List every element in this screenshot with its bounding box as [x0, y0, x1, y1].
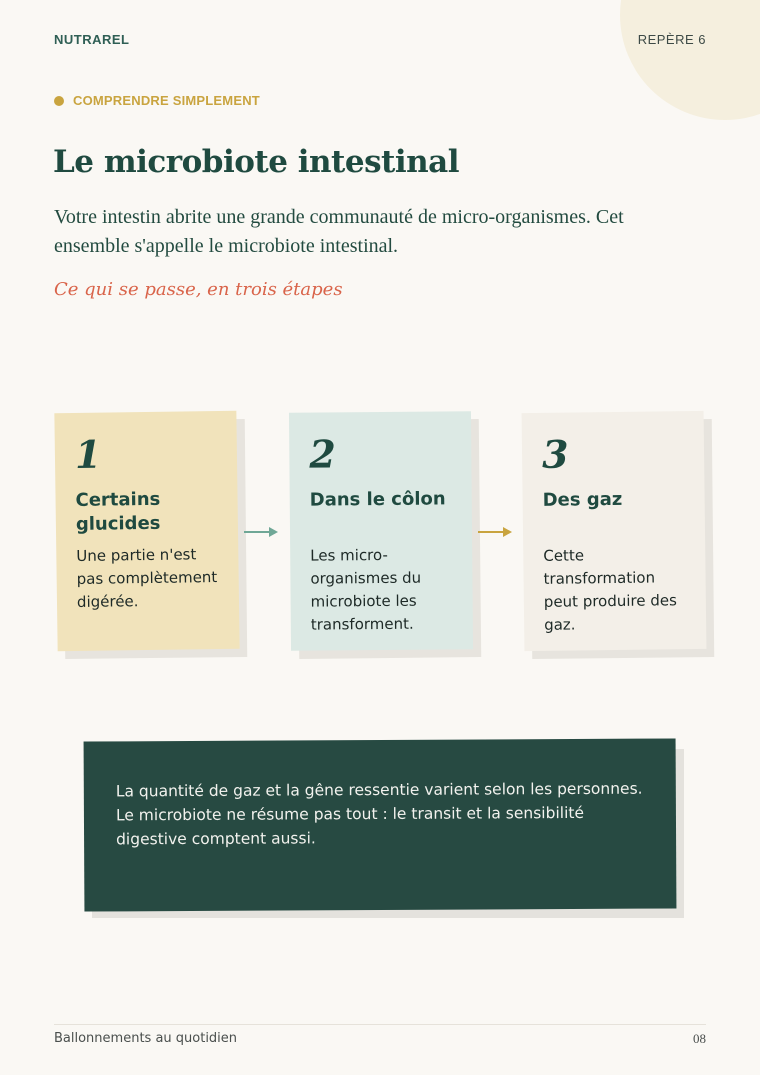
- intro-paragraph: Votre intestin abrite une grande communauté de micro-organismes. Cet ensemble s'appelle le microbiote intestinal.: [54, 206, 624, 257]
- step-text: Une partie n'est pas complètement digérée.: [76, 545, 218, 611]
- card-face: [54, 411, 239, 652]
- footer-divider: [54, 1024, 706, 1025]
- section-marker: REPÈRE 6: [637, 32, 706, 47]
- step-number: 3: [541, 431, 569, 477]
- step-card-2: [290, 412, 472, 650]
- bullet-dot-icon: [54, 96, 64, 106]
- card-face: [522, 411, 707, 651]
- note-text: La quantité de gaz et la gêne ressentie varient selon les personnes. Le microbiote ne résume pas tout : le transit et la sensibilité digestive comptent aussi.: [115, 779, 643, 849]
- page-title: Le microbiote intestinal: [53, 144, 460, 180]
- step-number: 1: [74, 431, 102, 477]
- info-note: [84, 740, 676, 910]
- arrow-right-icon: [243, 524, 279, 540]
- note-box: [84, 738, 677, 911]
- corner-decoration: [620, 0, 760, 120]
- step-title: Dans le côlon: [309, 488, 446, 511]
- arrow-right-icon: [477, 524, 513, 540]
- step-card-3: [523, 412, 705, 650]
- step-title: Des gaz: [542, 488, 623, 511]
- page-number: 08: [693, 1031, 706, 1046]
- step-number: 2: [309, 431, 336, 477]
- eyebrow: [54, 93, 260, 108]
- eyebrow-label: COMPRENDRE SIMPLEMENT: [73, 93, 260, 108]
- card-face: [289, 411, 473, 651]
- steps-subtitle: Ce qui se passe, en trois étapes: [54, 279, 343, 300]
- step-card-1: [56, 412, 238, 650]
- brand-name: NUTRAREL: [54, 32, 130, 47]
- step-title: Certains glucides: [75, 488, 161, 535]
- step-text: Cette transformation peut produire des gaz.: [543, 546, 678, 634]
- step-text: Les micro-organismes du microbiote les transforment.: [310, 545, 422, 634]
- footer-title: Ballonnements au quotidien: [54, 1031, 238, 1046]
